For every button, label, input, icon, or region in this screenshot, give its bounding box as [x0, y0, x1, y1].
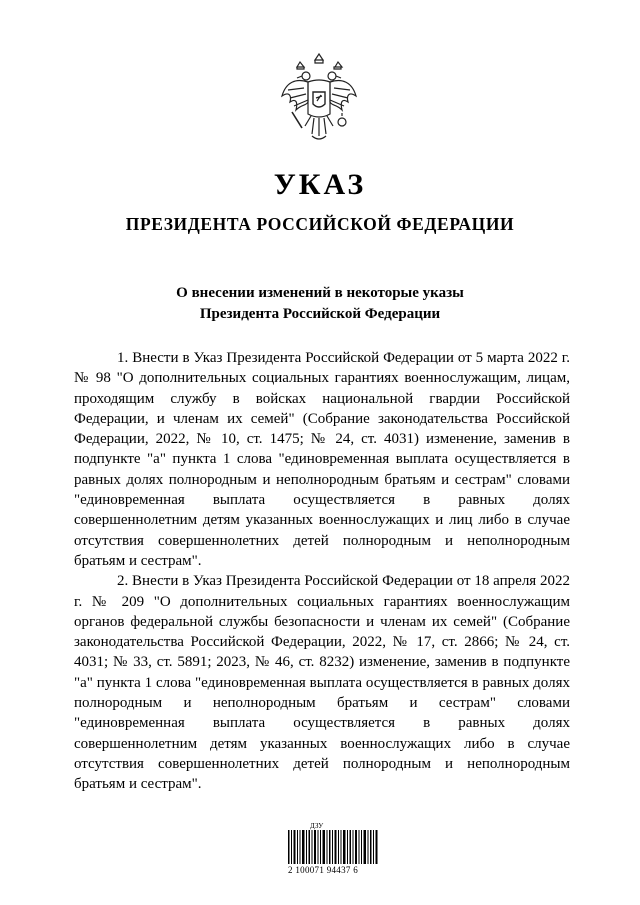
document-heading — [0, 283, 640, 325]
barcode-bars-icon — [288, 830, 378, 864]
document-heading-line: Президента Российской Федерации — [199, 306, 441, 322]
decree-issuer: ПРЕЗИДЕНТА РОССИЙСКОЙ ФЕДЕРАЦИИ — [125, 214, 515, 234]
document-body — [74, 348, 570, 795]
barcode-mark: ДЗУ — [310, 822, 324, 830]
paragraph-1: 1. Внести в Указ Президента Российской Федерации от 5 марта 2022 г. № 98 "О дополнительных социальных гарантиях военнослужащим, лицам, проходящим службу в войсках национальной гвардии Российской Федерации, и членам их семей" (Собрание законодательства Российской Федерации, 2022, № 10, ст. 1475; № 24, ст. 4031) изменение, заменив в подпункте "а" пункта 1 слова "единовременная выплата осуществляется в равных долях полнородным и неполнородным братьям и сестрам" словами "единовременная выплата осуществляется в равных долях совершеннолетним детям указанных военнослужащих и лиц либо в случае отсутствия совершеннолетних детей полнородным и неполнородным братьям и сестрам". — [74, 350, 570, 569]
barcode — [288, 822, 378, 882]
document-heading-line: О внесении изменений в некоторые указы — [176, 285, 464, 301]
barcode-number: 2 100071 94437 6 — [288, 865, 359, 875]
coat-of-arms-emblem-icon — [278, 52, 360, 144]
decree-title: УКАЗ — [273, 168, 367, 201]
paragraph-2: 2. Внести в Указ Президента Российской Федерации от 18 апреля 2022 г. № 209 "О дополнительных социальных гарантиях военнослужащим органов федеральной службы безопасности и членам их семей" (Собрание законодательства Российской Федерации, 2022, № 17, ст. 2866; № 24, ст. 4031; № 33, ст. 5891; 2023, № 46, ст. 8232) изменение, заменив в подпункте "а" пункта 1 слова "единовременная выплата осуществляется в равных долях полнородным и неполнородным братьям и сестрам" словами "единовременная выплата осуществляется в равных долях совершеннолетним детям указанных военнослужащих либо в случае отсутствия совершеннолетних детей полнородным и неполнородным братьям и сестрам". — [74, 573, 570, 793]
